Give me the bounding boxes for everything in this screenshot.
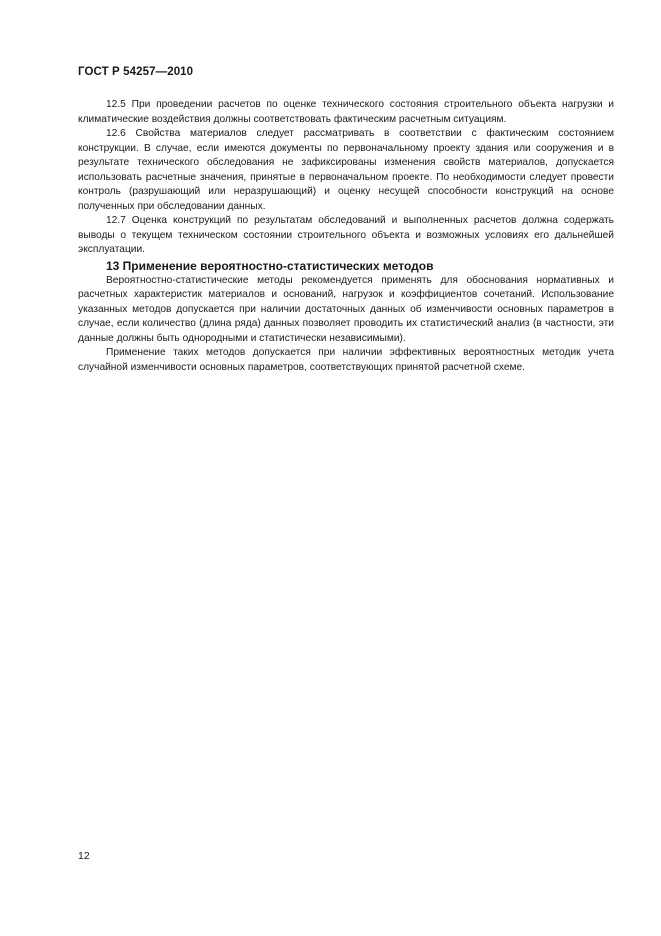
page-number: 12: [78, 850, 90, 862]
document-body: [78, 98, 614, 375]
section-13-paragraph-2: Применение таких методов допускается при наличии эффективных вероятностных методик учета случайной изменчивости основных параметров, соответствующих принятой расчетной схеме.: [78, 347, 614, 373]
paragraph-12-6: 12.6 Свойства материалов следует рассматривать в соответствии с фактическим состоянием конструкции. В случае, если имеются документы по первоначальному проекту здания или сооружения и в результате технического обследования не зафиксированы изменения свойств материалов, допускается использовать расчетные значения, принятые в первоначальном проекте. По необходимости следует провести контроль (разрушающий или неразрушающий) и оценку несущей способности конструкций на основе полученных при обследовании данных.: [78, 128, 614, 212]
paragraph-12-5: 12.5 При проведении расчетов по оценке технического состояния строительного объекта нагрузки и климатические воздействия должны соответствовать фактическим расчетным ситуациям.: [78, 99, 614, 125]
paragraph-12-7: 12.7 Оценка конструкций по результатам обследований и выполненных расчетов должна содержать выводы о текущем техническом состоянии строительного объекта и возможных условиях его дальнейшей эксплуатации.: [78, 215, 614, 255]
section-13-title: 13 Применение вероятностно-статистических методов: [106, 258, 434, 273]
section-13-paragraph-1: Вероятностно-статистические методы рекомендуется применять для обоснования нормативных и расчетных характеристик материалов и оснований, нагрузок и коэффициентов сочетаний. Использование указанных методов допускается при наличии достаточных данных об изменчивости основных параметров в случае, если количество (длина ряда) данных позволяет проводить их статистический анализ (в частности, эти данные должны быть однородными и статистически независимыми).: [78, 274, 614, 344]
document-header: ГОСТ Р 54257—2010: [78, 66, 194, 78]
